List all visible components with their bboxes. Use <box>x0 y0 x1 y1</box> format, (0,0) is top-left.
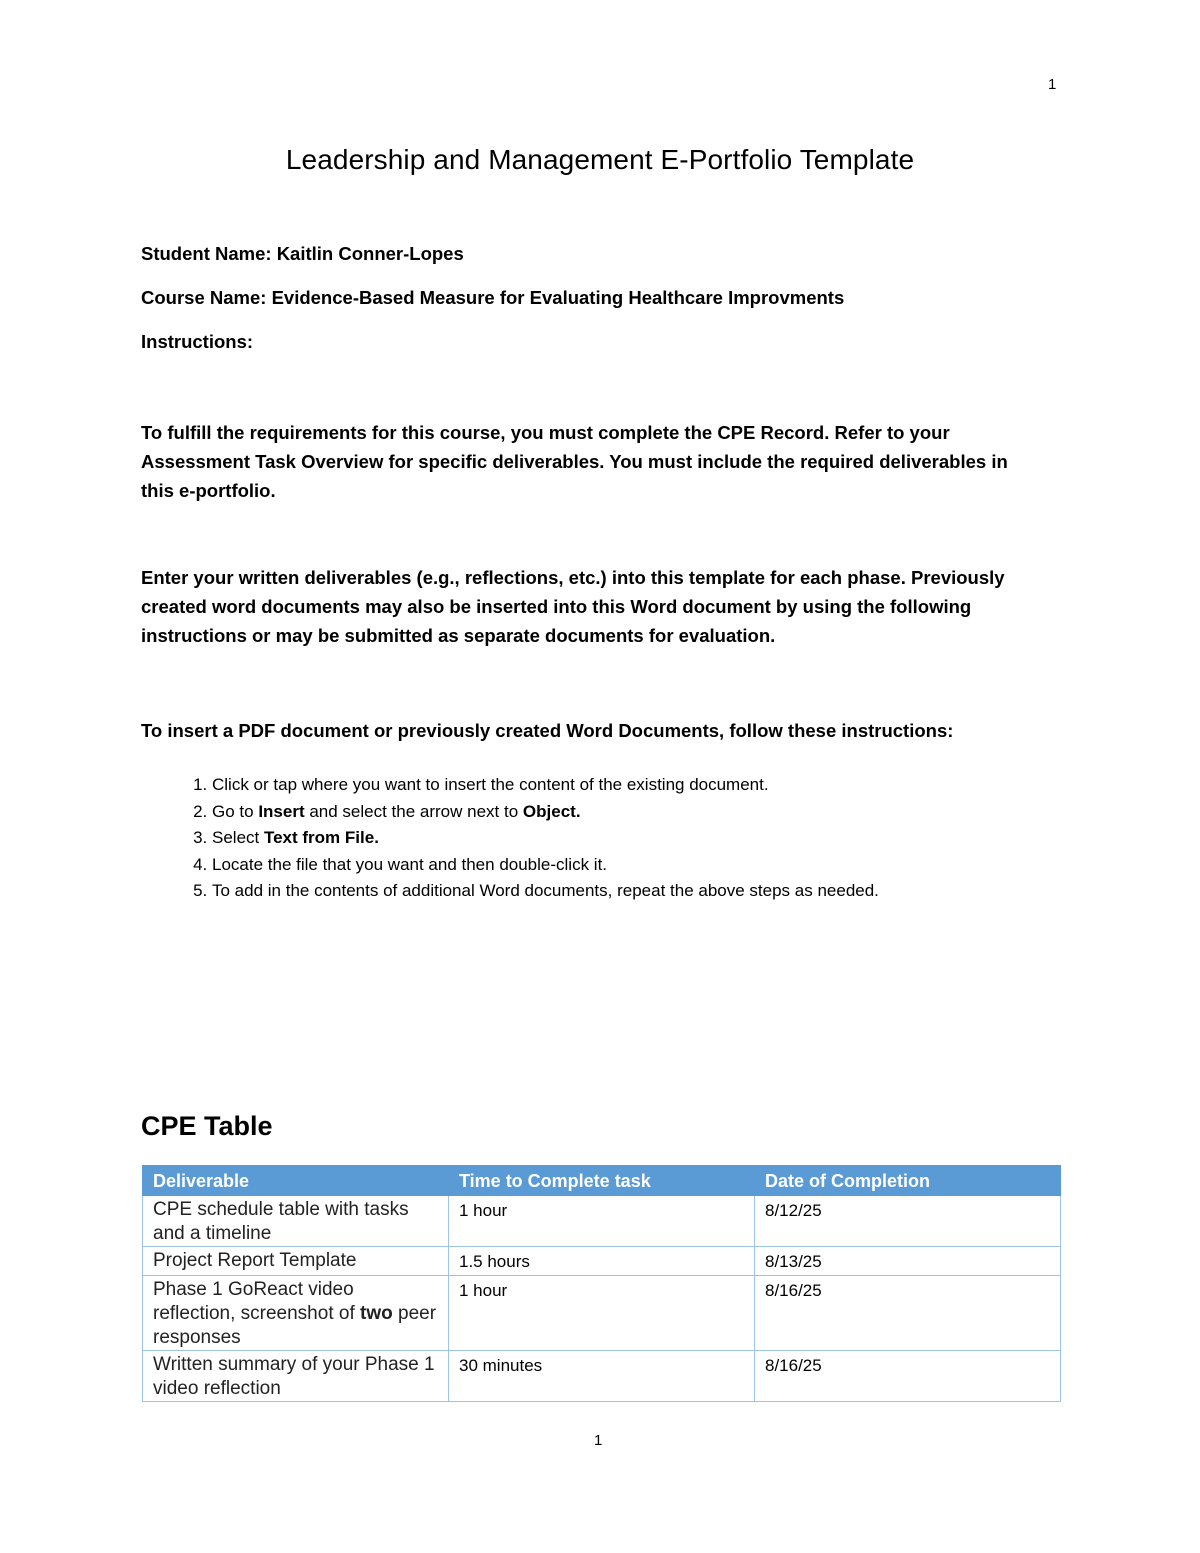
list-item <box>212 825 1112 852</box>
table-row <box>143 1276 1061 1351</box>
step-text: Click or tap where you want to insert the content of the existing document. <box>212 775 769 794</box>
step-bold-text: Insert <box>258 801 305 821</box>
time-cell: 1 hour <box>449 1276 755 1351</box>
date-cell: 8/13/25 <box>755 1247 1061 1276</box>
course-name-label: Course Name: <box>141 287 267 308</box>
time-cell: 1.5 hours <box>449 1247 755 1276</box>
step-bold-text: Text from File <box>263 828 375 847</box>
step-text: Select <box>212 828 264 847</box>
requirements-paragraph <box>141 418 1041 505</box>
deliverable-text: peer responses <box>153 1303 437 1348</box>
deliverable-text: Phase 1 GoReact video reflection, screenshot of <box>153 1279 360 1324</box>
list-item <box>212 772 1112 799</box>
time-cell: 30 minutes <box>449 1351 755 1402</box>
list-item <box>212 852 1112 879</box>
student-name-value: Kaitlin Conner-Lopes <box>276 243 464 264</box>
time-cell: 1 hour <box>449 1196 755 1247</box>
paragraph-line: Assessment Task Overview for specific deliverables. You must include the required deliverables in <box>141 451 1008 472</box>
date-cell: 8/12/25 <box>755 1196 1061 1247</box>
page-number-top: 1 <box>1048 76 1057 93</box>
instructions-label: Instructions: <box>141 331 254 352</box>
student-name-line <box>141 243 464 265</box>
deliverables-paragraph <box>141 563 1041 650</box>
paragraph-line: created word documents may also be inserted into this Word document by using the following <box>141 596 972 617</box>
deliverable-bold-text: two <box>360 1303 393 1324</box>
insert-instructions-heading: To insert a PDF document or previously created Word Documents, follow these instructions: <box>141 720 954 741</box>
list-item <box>212 799 1112 826</box>
document-title: Leadership and Management E-Portfolio Template <box>285 144 915 175</box>
step-text: To add in the contents of additional Word documents, repeat the above steps as needed. <box>212 881 879 900</box>
list-item <box>212 878 1112 905</box>
date-cell: 8/16/25 <box>755 1351 1061 1402</box>
student-name-label: Student Name: <box>141 243 272 264</box>
page-number-bottom: 1 <box>594 1432 603 1449</box>
step-bold-text: Object <box>522 801 576 821</box>
cpe-table-heading: CPE Table <box>141 1111 273 1141</box>
step-text: and select the arrow next to <box>304 801 523 821</box>
table-row <box>143 1351 1061 1402</box>
table-header-row <box>143 1166 1061 1196</box>
deliverable-cell: Project Report Template <box>143 1247 449 1276</box>
column-header-date: Date of Completion <box>755 1166 1061 1196</box>
table-row <box>143 1247 1061 1276</box>
deliverable-cell: CPE schedule table with tasks and a timeline <box>143 1196 449 1247</box>
column-header-deliverable: Deliverable <box>143 1166 449 1196</box>
deliverable-cell <box>143 1276 449 1351</box>
cpe-table <box>142 1165 1061 1402</box>
step-text: . <box>575 801 581 821</box>
deliverable-cell: Written summary of your Phase 1 video reflection <box>143 1351 449 1402</box>
course-name-value: Evidence-Based Measure for Evaluating Healthcare Improvments <box>271 287 845 308</box>
paragraph-line: instructions or may be submitted as separate documents for evaluation. <box>141 625 776 646</box>
column-header-time: Time to Complete task <box>449 1166 755 1196</box>
paragraph-line: this e-portfolio. <box>141 480 276 501</box>
step-text: Go to <box>212 801 259 821</box>
course-name-line <box>141 287 844 309</box>
step-text: . <box>374 828 379 847</box>
paragraph-line: To fulfill the requirements for this course, you must complete the CPE Record. Refer to your <box>141 422 950 443</box>
insert-steps-list <box>160 772 1112 905</box>
date-cell: 8/16/25 <box>755 1276 1061 1351</box>
step-text: Locate the file that you want and then double-click it. <box>212 854 608 874</box>
table-row <box>143 1196 1061 1247</box>
paragraph-line: Enter your written deliverables (e.g., reflections, etc.) into this template for each phase. Previously <box>141 567 1005 588</box>
